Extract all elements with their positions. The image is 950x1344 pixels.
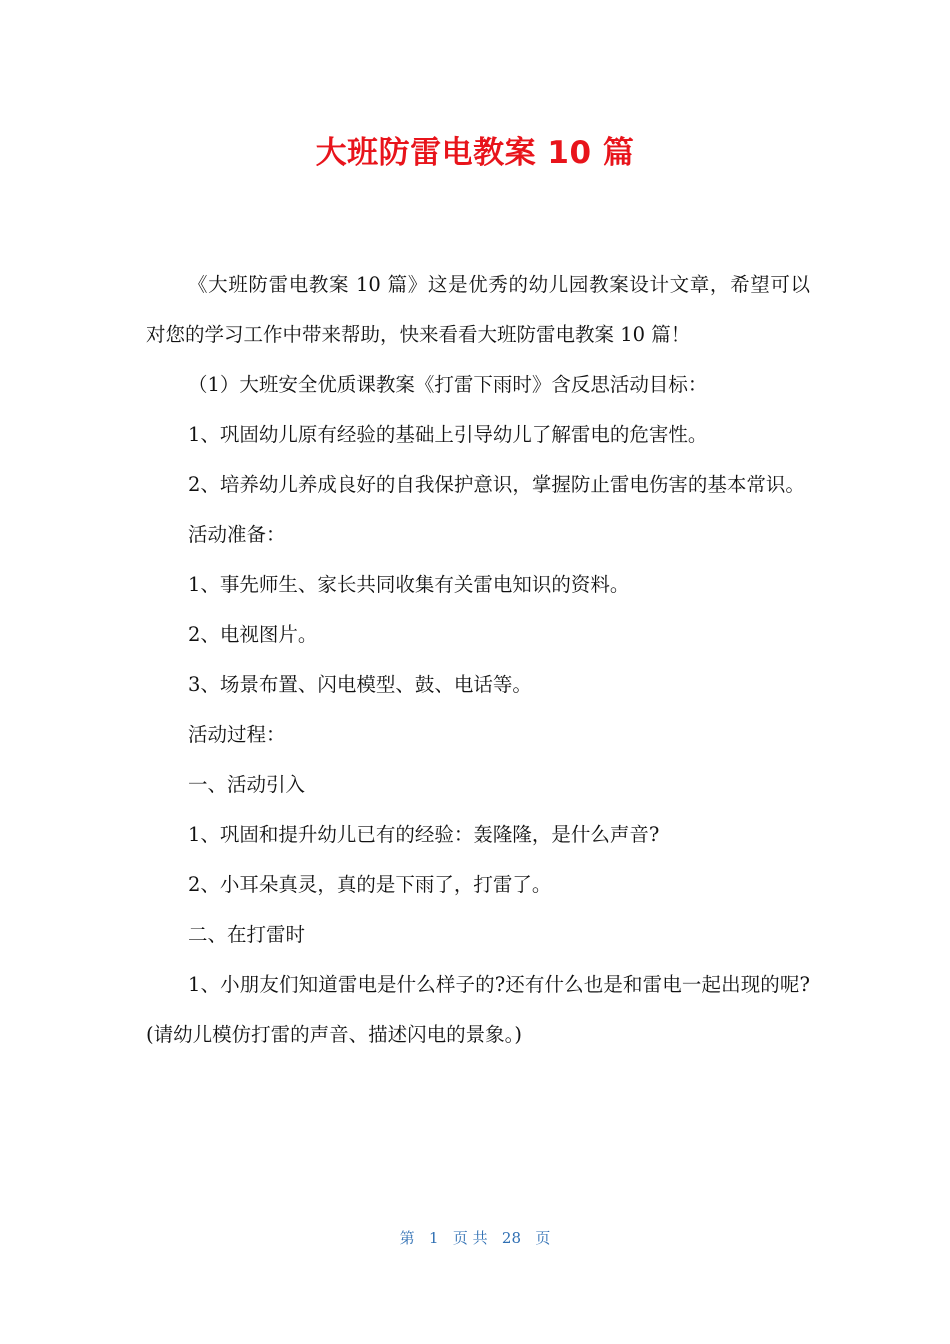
paragraph-section-2-item-1: 1、小朋友们知道雷电是什么样子的?还有什么也是和雷电一起出现的呢?(请幼儿模仿打雷的声音、描述闪电的景象。) bbox=[146, 973, 810, 1046]
paragraph-process-heading: 活动过程： bbox=[188, 723, 286, 746]
paragraph-section-1-item-1: 1、巩固和提升幼儿已有的经验：轰隆隆，是什么声音? bbox=[188, 823, 660, 846]
footer-page-mid: 页 共 bbox=[452, 1229, 488, 1247]
paragraph-section-1-item-2: 2、小耳朵真灵，真的是下雨了，打雷了。 bbox=[188, 873, 552, 896]
footer-page-suffix: 页 bbox=[535, 1229, 551, 1247]
paragraph-preparation-heading: 活动准备： bbox=[188, 523, 286, 546]
paragraph-lesson-heading: （1）大班安全优质课教案《打雷下雨时》含反思活动目标： bbox=[188, 373, 708, 396]
document-title: 大班防雷电教案 10 篇 bbox=[315, 135, 635, 171]
paragraph-goal-2: 2、培养幼儿养成良好的自我保护意识，掌握防止雷电伤害的基本常识。 bbox=[188, 473, 805, 496]
footer-total-pages: 28 bbox=[501, 1229, 522, 1247]
paragraph-goal-1: 1、巩固幼儿原有经验的基础上引导幼儿了解雷电的危害性。 bbox=[188, 423, 708, 446]
document-body bbox=[146, 260, 810, 1060]
footer-page-prefix: 第 bbox=[399, 1229, 415, 1247]
footer-page-number: 1 bbox=[428, 1229, 439, 1247]
paragraph-section-1: 一、活动引入 bbox=[188, 773, 306, 796]
paragraph-preparation-3: 3、场景布置、闪电模型、鼓、电话等。 bbox=[188, 673, 532, 696]
paragraph-preparation-1: 1、事先师生、家长共同收集有关雷电知识的资料。 bbox=[188, 573, 630, 596]
paragraph-preparation-2: 2、电视图片。 bbox=[188, 623, 318, 646]
paragraph-intro: 《大班防雷电教案 10 篇》这是优秀的幼儿园教案设计文章，希望可以对您的学习工作中带来帮助，快来看看大班防雷电教案 10 篇！ bbox=[146, 273, 810, 346]
page-footer bbox=[0, 1226, 950, 1250]
paragraph-section-2: 二、在打雷时 bbox=[188, 923, 306, 946]
